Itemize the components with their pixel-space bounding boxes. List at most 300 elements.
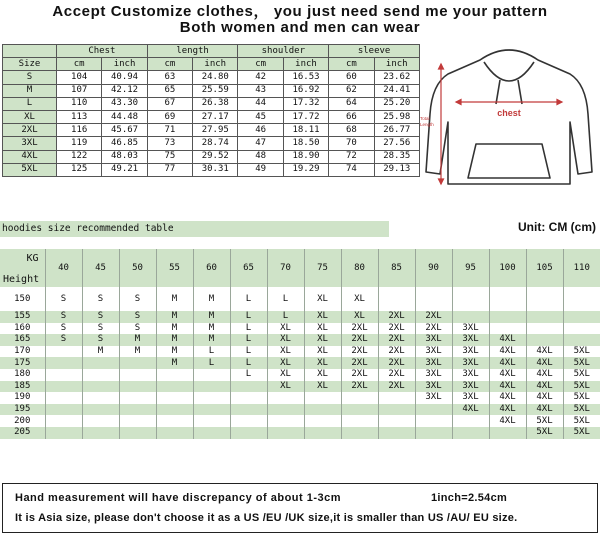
recommended-size-cell: XL (304, 323, 341, 335)
measurement-cell: 17.72 (283, 110, 328, 123)
weight-header-cell: 70 (267, 249, 304, 287)
recommend-table-title: hoodies size recommended table (0, 221, 389, 237)
recommended-size-cell: S (45, 323, 82, 335)
recommended-size-cell: L (193, 346, 230, 358)
recommended-size-cell: 2XL (378, 381, 415, 393)
hoodie-measurement-diagram (420, 44, 598, 192)
recommended-size-cell: L (230, 311, 267, 323)
measurement-cell: 107 (57, 84, 102, 97)
recommended-size-cell (341, 427, 378, 439)
recommended-size-cell (452, 311, 489, 323)
measurement-cell: 26.38 (193, 97, 238, 110)
recommended-size-cell: 2XL (378, 357, 415, 369)
recommended-size-cell: L (267, 311, 304, 323)
recommended-size-cell: XL (304, 346, 341, 358)
recommended-size-cell (119, 427, 156, 439)
weight-header-cell: 60 (193, 249, 230, 287)
size-name-cell: S (3, 71, 57, 84)
measurement-cell: 17.32 (283, 97, 328, 110)
recommended-size-cell: L (230, 369, 267, 381)
recommended-size-cell (119, 404, 156, 416)
group-shoulder: shoulder (238, 45, 329, 58)
size-chart-row (3, 84, 420, 97)
measurement-cell: 18.90 (283, 150, 328, 163)
recommended-size-cell (489, 323, 526, 335)
recommended-size-cell (45, 346, 82, 358)
recommended-size-cell: S (82, 311, 119, 323)
recommended-size-cell (415, 427, 452, 439)
weight-header-cell: 100 (489, 249, 526, 287)
recommended-size-cell: S (82, 323, 119, 335)
group-sleeve: sleeve (329, 45, 420, 58)
recommended-size-cell (119, 357, 156, 369)
recommended-size-cell (156, 404, 193, 416)
recommended-size-cell (341, 404, 378, 416)
recommended-size-cell (267, 427, 304, 439)
recommended-size-cell (378, 287, 415, 311)
height-cell: 195 (0, 404, 45, 416)
measurement-cell: 28.74 (193, 137, 238, 150)
size-chart-row (3, 97, 420, 110)
measurement-cell: 43 (238, 84, 283, 97)
recommended-size-cell (82, 381, 119, 393)
size-chart-row (3, 137, 420, 150)
recommended-size-cell (193, 392, 230, 404)
recommended-size-cell: 4XL (489, 357, 526, 369)
recommended-size-cell (526, 311, 563, 323)
recommended-size-cell: L (230, 357, 267, 369)
recommended-size-cell: 3XL (452, 392, 489, 404)
recommended-size-cell: 5XL (526, 427, 563, 439)
recommended-size-cell: 3XL (415, 381, 452, 393)
height-cell: 175 (0, 357, 45, 369)
measurement-cell: 26.77 (374, 124, 419, 137)
recommended-size-cell: 3XL (415, 369, 452, 381)
weight-header-cell: 50 (119, 249, 156, 287)
measurement-cell: 44.48 (102, 110, 147, 123)
size-chart-row (3, 71, 420, 84)
recommended-size-cell (489, 287, 526, 311)
recommended-size-cell: L (193, 357, 230, 369)
recommended-size-cell: 5XL (563, 404, 600, 416)
size-name-cell: 3XL (3, 137, 57, 150)
size-name-cell: M (3, 84, 57, 97)
measurement-cell: 16.92 (283, 84, 328, 97)
recommended-size-cell (193, 415, 230, 427)
recommended-size-cell: M (156, 346, 193, 358)
recommended-size-cell: XL (267, 357, 304, 369)
height-cell: 160 (0, 323, 45, 335)
recommended-size-cell: XL (267, 381, 304, 393)
measurement-cell: 44 (238, 97, 283, 110)
recommended-size-cell (267, 392, 304, 404)
measurement-cell: 24.41 (374, 84, 419, 97)
recommended-size-cell (563, 334, 600, 346)
height-label: Height (3, 274, 40, 285)
recommended-size-cell: M (156, 357, 193, 369)
measurement-cell: 19.29 (283, 163, 328, 176)
recommended-size-cell: 3XL (415, 392, 452, 404)
recommended-size-cell: 5XL (563, 369, 600, 381)
weight-header-cell: 85 (378, 249, 415, 287)
measurement-cell: 60 (329, 71, 374, 84)
recommended-size-cell: M (82, 346, 119, 358)
recommended-size-cell (82, 404, 119, 416)
unit-cm: cm (329, 58, 374, 71)
measurement-cell: 75 (147, 150, 192, 163)
recommended-size-cell: XL (304, 334, 341, 346)
weight-header-cell: 95 (452, 249, 489, 287)
recommended-size-cell: M (193, 311, 230, 323)
size-name-cell: 2XL (3, 124, 57, 137)
recommended-size-cell: 3XL (415, 346, 452, 358)
recommended-size-cell (526, 323, 563, 335)
recommended-size-cell (341, 415, 378, 427)
measurement-cell: 18.11 (283, 124, 328, 137)
recommended-size-cell (82, 369, 119, 381)
recommended-size-cell (45, 357, 82, 369)
recommended-size-cell (452, 287, 489, 311)
unit-label: Unit: CM (cm) (518, 220, 596, 234)
recommended-size-cell (415, 404, 452, 416)
height-cell: 185 (0, 381, 45, 393)
recommended-size-cell (193, 404, 230, 416)
recommend-row (0, 369, 600, 381)
recommended-size-cell (82, 427, 119, 439)
height-cell: 150 (0, 287, 45, 311)
recommended-size-cell: S (82, 334, 119, 346)
recommended-size-cell: 3XL (452, 323, 489, 335)
recommended-size-cell: XL (304, 369, 341, 381)
recommended-size-cell (156, 369, 193, 381)
recommended-size-cell: 5XL (563, 357, 600, 369)
recommended-size-cell (452, 415, 489, 427)
group-chest: Chest (57, 45, 148, 58)
recommended-size-cell: 5XL (563, 415, 600, 427)
height-cell: 165 (0, 334, 45, 346)
size-chart-row (3, 150, 420, 163)
recommend-row (0, 404, 600, 416)
recommended-size-cell: 2XL (415, 311, 452, 323)
weight-header-cell: 80 (341, 249, 378, 287)
recommended-size-cell (415, 415, 452, 427)
height-cell: 180 (0, 369, 45, 381)
recommend-row (0, 323, 600, 335)
recommended-size-cell: 3XL (452, 369, 489, 381)
measurement-cell: 73 (147, 137, 192, 150)
recommended-size-cell: S (45, 334, 82, 346)
recommended-size-cell (156, 381, 193, 393)
recommended-size-cell (378, 415, 415, 427)
measurement-cell: 42 (238, 71, 283, 84)
recommended-size-cell: S (45, 311, 82, 323)
recommended-size-cell: 4XL (489, 334, 526, 346)
height-cell: 170 (0, 346, 45, 358)
recommended-size-cell: 4XL (526, 369, 563, 381)
unit-inch: inch (193, 58, 238, 71)
headline-unisex: Both women and men can wear (179, 19, 421, 36)
recommended-size-cell: L (230, 346, 267, 358)
recommended-size-cell (119, 392, 156, 404)
recommended-size-cell: 2XL (378, 369, 415, 381)
size-chart-body (3, 71, 420, 177)
recommended-size-cell: 2XL (378, 346, 415, 358)
recommend-row (0, 346, 600, 358)
recommended-size-cell (193, 427, 230, 439)
recommended-size-cell: M (119, 346, 156, 358)
measurement-cell: 40.94 (102, 71, 147, 84)
recommended-size-cell (156, 415, 193, 427)
recommended-size-cell: S (119, 287, 156, 311)
recommended-size-cell: 3XL (452, 381, 489, 393)
size-chart-corner (3, 45, 57, 58)
weight-header-cell: 110 (563, 249, 600, 287)
total-length-label-line2: Length (420, 122, 434, 127)
recommended-size-cell (378, 404, 415, 416)
measurement-cell: 45.67 (102, 124, 147, 137)
recommended-size-cell (119, 369, 156, 381)
recommended-size-cell (267, 404, 304, 416)
recommended-size-cell: L (267, 287, 304, 311)
recommend-table-body (0, 287, 600, 439)
recommended-size-cell: 5XL (563, 381, 600, 393)
recommend-row (0, 415, 600, 427)
recommended-size-cell: 4XL (489, 346, 526, 358)
recommended-size-cell (563, 311, 600, 323)
size-chart-table (2, 44, 420, 177)
recommended-size-cell (304, 392, 341, 404)
measurement-cell: 64 (329, 97, 374, 110)
recommended-size-cell (45, 415, 82, 427)
recommended-size-cell: 2XL (341, 381, 378, 393)
recommended-size-cell: M (156, 311, 193, 323)
measurement-cell: 27.95 (193, 124, 238, 137)
recommended-size-cell: 2XL (341, 323, 378, 335)
recommend-row (0, 311, 600, 323)
recommend-row (0, 287, 600, 311)
recommend-header-row (0, 249, 600, 287)
recommended-size-cell: M (156, 323, 193, 335)
measurement-cell: 25.20 (374, 97, 419, 110)
measurement-cell: 48.03 (102, 150, 147, 163)
recommended-size-cell (82, 357, 119, 369)
measurement-cell: 47 (238, 137, 283, 150)
recommend-corner (0, 249, 45, 287)
measurement-cell: 27.17 (193, 110, 238, 123)
measurement-cell: 28.35 (374, 150, 419, 163)
recommended-size-cell (526, 287, 563, 311)
asia-size-note: It is Asia size, please don't choose it as a US /EU /UK size,it is smaller than US /AU/ EU size. (15, 512, 518, 524)
measurement-cell: 69 (147, 110, 192, 123)
height-cell: 200 (0, 415, 45, 427)
recommended-size-cell (230, 427, 267, 439)
recommended-size-cell: 2XL (415, 323, 452, 335)
measurement-cell: 113 (57, 110, 102, 123)
recommended-size-cell (45, 427, 82, 439)
footer-notes (2, 483, 598, 533)
measurement-cell: 68 (329, 124, 374, 137)
height-cell: 190 (0, 392, 45, 404)
recommended-size-cell (119, 415, 156, 427)
recommended-size-cell (119, 381, 156, 393)
unit-inch: inch (374, 58, 419, 71)
recommended-size-cell: 4XL (489, 381, 526, 393)
measurement-cell: 49 (238, 163, 283, 176)
recommended-size-cell: 3XL (452, 346, 489, 358)
measurement-cell: 66 (329, 110, 374, 123)
recommended-size-cell (230, 415, 267, 427)
recommended-size-cell (230, 381, 267, 393)
recommended-size-cell: L (230, 287, 267, 311)
recommended-size-cell: 4XL (489, 369, 526, 381)
recommended-size-cell (489, 311, 526, 323)
recommended-size-cell: 2XL (341, 334, 378, 346)
size-chart-group-row (3, 45, 420, 58)
recommended-size-cell: XL (304, 287, 341, 311)
recommended-size-cell: XL (267, 346, 304, 358)
recommended-size-cell: 2XL (378, 323, 415, 335)
recommended-size-cell: 5XL (526, 415, 563, 427)
measurement-cell: 27.56 (374, 137, 419, 150)
discrepancy-note: Hand measurement will have discrepancy of about 1-3cm (15, 492, 342, 504)
recommended-size-cell (378, 427, 415, 439)
measurement-cell: 71 (147, 124, 192, 137)
measurement-cell: 25.98 (374, 110, 419, 123)
recommended-size-cell: 4XL (526, 346, 563, 358)
recommended-size-cell: 2XL (341, 357, 378, 369)
recommended-size-cell: M (193, 323, 230, 335)
recommended-size-cell: XL (267, 323, 304, 335)
recommended-size-cell (82, 415, 119, 427)
recommended-size-cell: 5XL (563, 346, 600, 358)
recommended-size-cell: S (45, 287, 82, 311)
recommended-size-cell: M (156, 334, 193, 346)
measurement-cell: 29.52 (193, 150, 238, 163)
recommended-size-cell: XL (267, 334, 304, 346)
weight-header-cell: 55 (156, 249, 193, 287)
recommended-size-cell (563, 287, 600, 311)
weight-header-cell: 40 (45, 249, 82, 287)
recommend-size-table (0, 249, 600, 439)
measurement-cell: 23.62 (374, 71, 419, 84)
recommended-size-cell: M (119, 334, 156, 346)
weight-header-cell: 45 (82, 249, 119, 287)
weight-header-cell: 105 (526, 249, 563, 287)
recommended-size-cell (526, 334, 563, 346)
recommend-row (0, 392, 600, 404)
recommended-size-cell: 3XL (415, 334, 452, 346)
recommended-size-cell (193, 369, 230, 381)
recommended-size-cell (341, 392, 378, 404)
recommended-size-cell: L (230, 334, 267, 346)
unit-inch: inch (102, 58, 147, 71)
measurement-cell: 18.50 (283, 137, 328, 150)
recommended-size-cell (563, 323, 600, 335)
recommended-size-cell (378, 392, 415, 404)
recommended-size-cell: 4XL (452, 404, 489, 416)
measurement-cell: 72 (329, 150, 374, 163)
measurement-cell: 46.85 (102, 137, 147, 150)
measurement-cell: 63 (147, 71, 192, 84)
measurement-cell: 65 (147, 84, 192, 97)
recommended-size-cell: M (193, 334, 230, 346)
recommended-size-cell (156, 392, 193, 404)
recommended-size-cell (230, 392, 267, 404)
recommended-size-cell: XL (341, 311, 378, 323)
recommended-size-cell: 4XL (489, 404, 526, 416)
measurement-cell: 43.30 (102, 97, 147, 110)
chest-label: chest (497, 108, 521, 118)
measurement-cell: 74 (329, 163, 374, 176)
recommended-size-cell: M (193, 287, 230, 311)
recommended-size-cell: 2XL (378, 311, 415, 323)
size-name-cell: 5XL (3, 163, 57, 176)
recommended-size-cell (230, 404, 267, 416)
recommended-size-cell (45, 404, 82, 416)
measurement-cell: 24.80 (193, 71, 238, 84)
measurement-cell: 48 (238, 150, 283, 163)
recommended-size-cell: 5XL (563, 392, 600, 404)
recommended-size-cell: 3XL (452, 334, 489, 346)
recommended-size-cell: 4XL (489, 415, 526, 427)
recommended-size-cell (267, 415, 304, 427)
recommended-size-cell (304, 427, 341, 439)
recommend-row (0, 334, 600, 346)
recommended-size-cell: 5XL (563, 427, 600, 439)
total-length-label-line1: Total (420, 116, 430, 121)
recommended-size-cell (82, 392, 119, 404)
measurement-cell: 45 (238, 110, 283, 123)
unit-cm: cm (238, 58, 283, 71)
measurement-cell: 119 (57, 137, 102, 150)
measurement-cell: 70 (329, 137, 374, 150)
size-column-label: Size (3, 58, 57, 71)
recommended-size-cell (156, 427, 193, 439)
recommended-size-cell: 2XL (341, 346, 378, 358)
unit-cm: cm (147, 58, 192, 71)
measurement-cell: 62 (329, 84, 374, 97)
recommend-row (0, 381, 600, 393)
measurement-cell: 49.21 (102, 163, 147, 176)
recommended-size-cell (45, 369, 82, 381)
weight-header-cell: 65 (230, 249, 267, 287)
recommended-size-cell: 4XL (489, 392, 526, 404)
recommended-size-cell: M (156, 287, 193, 311)
recommended-size-cell: 2XL (378, 334, 415, 346)
measurement-cell: 122 (57, 150, 102, 163)
recommended-size-cell: 3XL (452, 357, 489, 369)
recommended-size-cell: 3XL (415, 357, 452, 369)
recommended-size-cell: 4XL (526, 404, 563, 416)
headline-customize: Accept Customize clothes， you just need send me your pattern (52, 3, 548, 20)
size-name-cell: XL (3, 110, 57, 123)
height-cell: 155 (0, 311, 45, 323)
kg-label: KG (26, 253, 39, 264)
recommended-size-cell: S (119, 311, 156, 323)
recommend-row (0, 357, 600, 369)
recommended-size-cell (304, 404, 341, 416)
size-chart-row (3, 163, 420, 176)
recommended-size-cell: 2XL (341, 369, 378, 381)
size-name-cell: 4XL (3, 150, 57, 163)
measurement-cell: 42.12 (102, 84, 147, 97)
height-cell: 205 (0, 427, 45, 439)
measurement-cell: 46 (238, 124, 283, 137)
recommended-size-cell: S (82, 287, 119, 311)
recommended-size-cell (489, 427, 526, 439)
recommended-size-cell: XL (304, 357, 341, 369)
measurement-cell: 25.59 (193, 84, 238, 97)
